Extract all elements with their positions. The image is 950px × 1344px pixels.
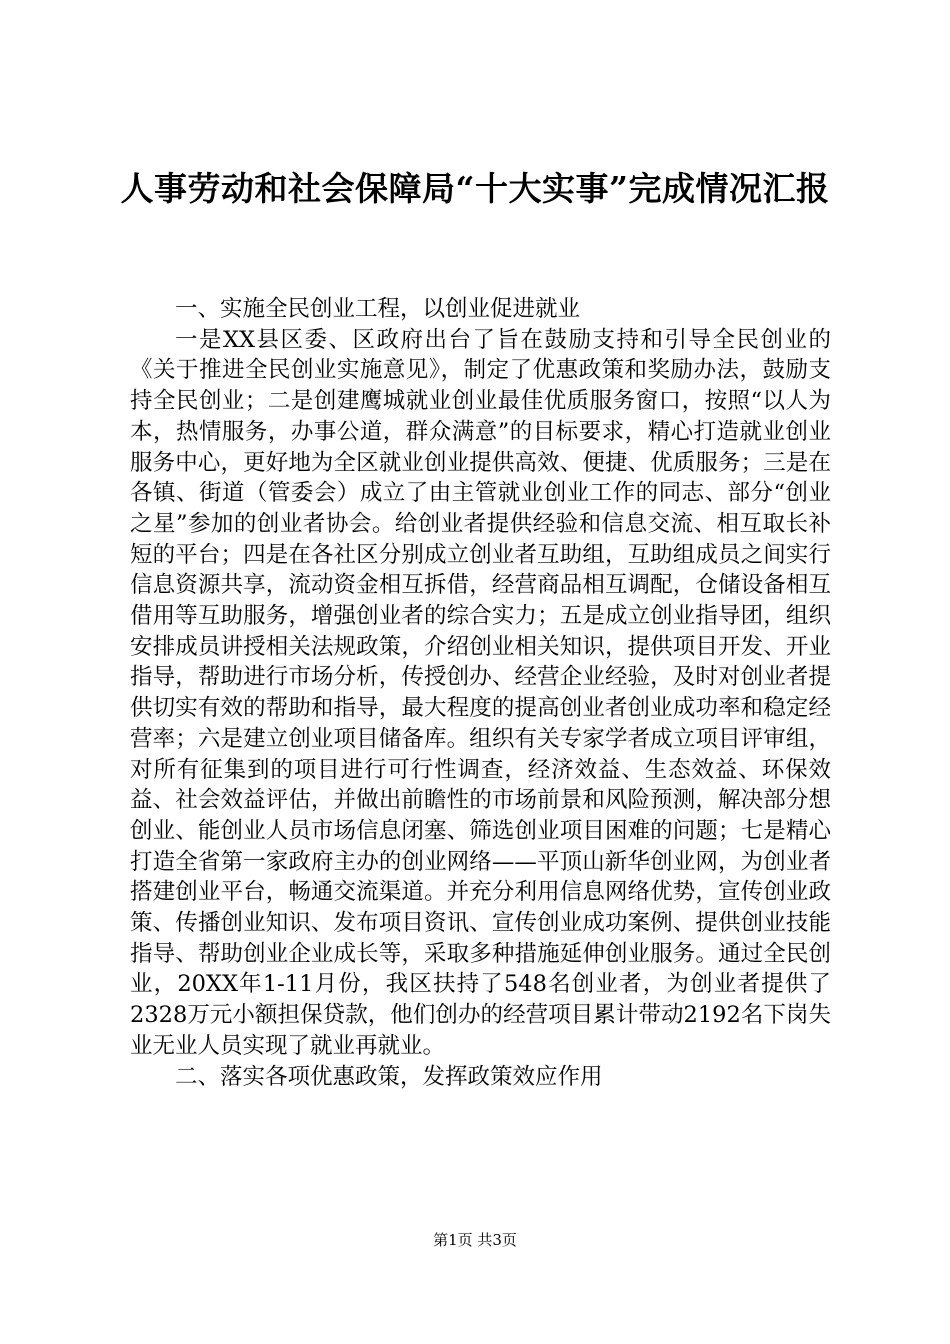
page-number-footer: 第1页 共3页	[433, 1231, 517, 1249]
section-1-paragraph: 一是XX县区委、区政府出台了旨在鼓励支持和引导全民创业的《关于推进全民创业实施意见》，制定了优惠政策和奖励办法，鼓励支持全民创业；二是创建鹰城就业创业最佳优质服务窗口，按照“以人为本，热情服务，办事公道，群众满意”的目标要求，精心打造就业创业服务中心，更好地为全区就业创业提供高效、便捷、优质服务；三是在各镇、街道（管委会）成立了由主管就业创业工作的同志、部分“创业之星”参加的创业者协会。给创业者提供经验和信息交流、相互取长补短的平台；四是在各社区分别成立创业者互助组，互助组成员之间实行信息资源共享，流动资金相互拆借，经营商品相互调配，仓储设备相互借用等互助服务，增强创业者的综合实力；五是成立创业指导团，组织安排成员讲授相关法规政策，介绍创业相关知识，提供项目开发、开业指导，帮助进行市场分析，传授创办、经营企业经验，及时对创业者提供切实有效的帮助和指导，最大程度的提高创业者创业成功率和稳定经营率；六是建立创业项目储备库。组织有关专家学者成立项目评审组，对所有征集到的项目进行可行性调查，经济效益、生态效益、环保效益、社会效益评估，并做出前瞻性的市场前景和风险预测，解决部分想创业、能创业人员市场信息闭塞、筛选创业项目困难的问题；七是精心打造全省第一家政府主办的创业网络——平顶山新华创业网，为创业者搭建创业平台，畅通交流渠道。并充分利用信息网络优势，宣传创业政策、传播创业知识、发布项目资讯、宣传创业成功案例、提供创业技能指导、帮助创业企业成长等，采取多种措施延伸创业服务。通过全民创业，20XX年1-11月份，我区扶持了548名创业者，为创业者提供了2328万元小额担保贷款，他们创办的经营项目累计带动2192名下岗失业无业人员实现了就业再就业。	[130, 326, 831, 1059]
document-title: 人事劳动和社会保障局“十大实事”完成情况汇报	[120, 169, 830, 208]
document-body	[130, 294, 831, 1092]
section-1-heading: 一、实施全民创业工程，以创业促进就业	[175, 296, 581, 322]
section-2-heading: 二、落实各项优惠政策，发挥政策效应作用	[175, 1063, 603, 1090]
